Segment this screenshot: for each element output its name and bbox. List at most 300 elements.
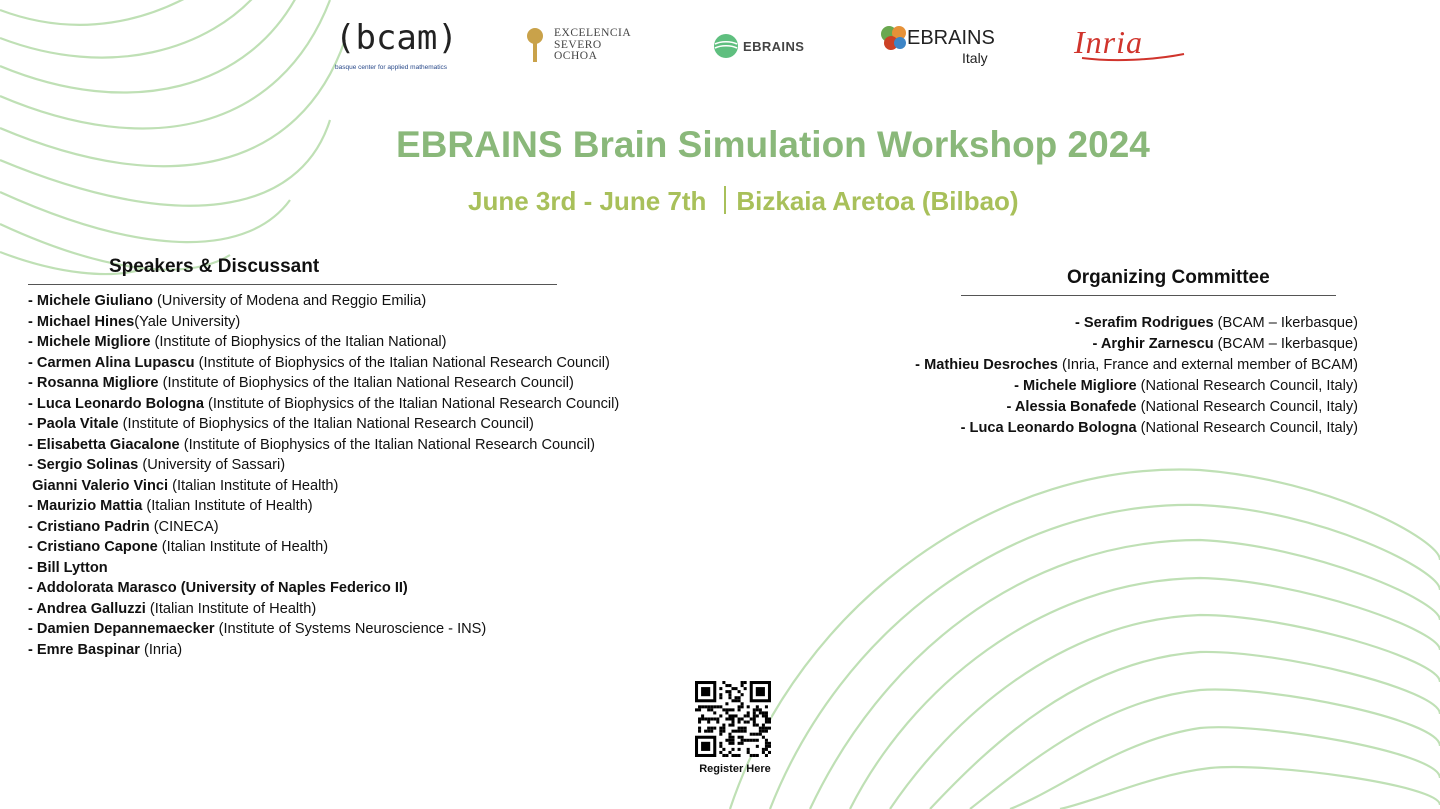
qr-module (768, 727, 771, 730)
qr-module (738, 727, 741, 730)
qr-module (753, 721, 756, 724)
item-prefix: - (28, 498, 37, 514)
qr-module (762, 727, 765, 730)
qr-module (728, 714, 731, 717)
person-name: Andrea Galluzzi (36, 600, 146, 617)
qr-module (722, 681, 725, 684)
qr-module (768, 751, 771, 754)
committee-item (758, 355, 1358, 376)
qr-module (731, 717, 734, 720)
qr-module (719, 693, 722, 696)
person-name: Arghir Zarnescu (1100, 336, 1214, 352)
qr-module (741, 705, 744, 708)
qr-module (722, 748, 725, 751)
qr-module (701, 714, 704, 717)
subtitle-divider (724, 186, 726, 214)
qr-module (741, 684, 744, 687)
qr-module (722, 754, 725, 757)
person-affiliation: (Institute of Systems Neuroscience - INS) (214, 621, 487, 637)
qr-module (762, 748, 765, 751)
qr-module (719, 687, 722, 690)
qr-module (738, 748, 741, 751)
qr-module (759, 727, 762, 730)
item-prefix: - (1074, 315, 1084, 331)
person-name: Michele Migliore (1023, 378, 1137, 394)
speaker-item (28, 517, 628, 538)
qr-module (765, 739, 768, 742)
qr-module (744, 681, 747, 684)
qr-module (695, 708, 698, 711)
qr-module (747, 739, 750, 742)
ebrains-logo (713, 33, 805, 59)
qr-module (753, 717, 756, 720)
qr-module (731, 748, 734, 751)
qr-module (738, 696, 741, 699)
qr-module (698, 727, 701, 730)
speaker-item (28, 640, 628, 661)
qr-module (728, 693, 731, 696)
speaker-item (28, 373, 628, 394)
qr-module (719, 745, 722, 748)
qr-module (765, 721, 768, 724)
person-affiliation: (Italian Institute of Health) (145, 600, 317, 617)
qr-module (731, 742, 734, 745)
qr-module (725, 711, 728, 714)
qr-module (750, 717, 753, 720)
speaker-item (28, 435, 628, 456)
qr-module (756, 705, 759, 708)
qr-module (747, 751, 750, 754)
person-name: Serafim Rodrigues (1083, 315, 1214, 331)
person-name: Damien Depannemaecker (36, 621, 215, 637)
register-qr-code[interactable] (695, 681, 771, 757)
person-affiliation: (University of Modena and Reggio Emilia) (152, 293, 427, 309)
person-name: Gianni Valerio Vinci (32, 477, 169, 494)
qr-module (753, 708, 756, 711)
qr-module (710, 730, 713, 733)
qr-module (756, 733, 759, 736)
person-affiliation: (Institute of Biophysics of the Italian National) (150, 334, 447, 350)
qr-module (719, 751, 722, 754)
qr-module (731, 699, 734, 702)
qr-module (750, 754, 753, 757)
qr-module (701, 717, 704, 720)
qr-module (753, 739, 756, 742)
item-prefix: - (28, 436, 37, 453)
person-affiliation: (Italian Institute of Health) (168, 477, 339, 494)
qr-module (753, 724, 756, 727)
speaker-item (28, 558, 628, 579)
qr-module (756, 708, 759, 711)
qr-module (722, 708, 725, 711)
qr-module (722, 730, 725, 733)
qr-module (744, 721, 747, 724)
committee-list (758, 313, 1358, 439)
qr-module (738, 754, 741, 757)
qr-module (738, 721, 741, 724)
qr-module (719, 714, 722, 717)
item-prefix: - (28, 293, 37, 309)
person-affiliation: (Institute of Biophysics of the Italian National Research Council) (203, 395, 620, 412)
qr-module (744, 739, 747, 742)
brain-icon (880, 25, 908, 51)
severo-ochoa-logo (524, 24, 644, 68)
qr-module (713, 727, 716, 730)
person-affiliation: (Italian Institute of Health) (157, 539, 329, 555)
person-affiliation: (CINECA) (149, 518, 219, 535)
qr-module (765, 705, 768, 708)
qr-module (725, 708, 728, 711)
qr-module (719, 705, 722, 708)
qr-module (738, 736, 741, 739)
page-title: EBRAINS Brain Simulation Workshop 2024 (396, 124, 1150, 165)
person-name: Elisabetta Giacalone (36, 436, 180, 453)
qr-module (741, 702, 744, 705)
person-affiliation: (Institute of Biophysics of the Italian National Research Council) (179, 436, 596, 453)
qr-module (728, 684, 731, 687)
qr-module (753, 714, 756, 717)
item-prefix: - (28, 375, 37, 391)
person-affiliation: (BCAM – Ikerbasque) (1213, 315, 1358, 331)
qr-module (728, 733, 731, 736)
qr-module (744, 730, 747, 733)
person-name: Carmen Alina Lupascu (36, 354, 195, 371)
qr-module (731, 754, 734, 757)
severo-line-3: OCHOA (554, 50, 598, 62)
person-name: Luca Leonardo Bologna (969, 420, 1137, 436)
speaker-item (28, 476, 628, 497)
person-name: Michele Giuliano (36, 293, 153, 309)
qr-module (738, 705, 741, 708)
committee-divider (961, 295, 1336, 296)
speaker-item (28, 537, 628, 558)
qr-module (768, 717, 771, 720)
speaker-item (28, 578, 628, 599)
item-prefix: - (960, 420, 970, 436)
bcam-logo-subtitle: basque center for applied mathematics (335, 64, 448, 71)
qr-module (713, 717, 716, 720)
qr-module (698, 730, 701, 733)
register-label[interactable]: Register Here (699, 763, 771, 775)
committee-item (758, 418, 1358, 439)
person-name: Rosanna Migliore (36, 375, 159, 391)
inria-swoosh-icon (1074, 50, 1186, 64)
speakers-list (28, 291, 628, 660)
speaker-item (28, 353, 628, 374)
person-name: Mathieu Desroches (924, 357, 1058, 373)
speaker-item (28, 394, 628, 415)
qr-module (756, 739, 759, 742)
qr-module (741, 742, 744, 745)
qr-module (735, 754, 738, 757)
qr-module (765, 742, 768, 745)
qr-module (747, 721, 750, 724)
event-dates: June 3rd - June 7th (468, 186, 707, 216)
qr-module (731, 724, 734, 727)
qr-module (710, 727, 713, 730)
item-prefix: - (1006, 399, 1015, 415)
qr-module (753, 711, 756, 714)
person-affiliation: (Yale University) (134, 313, 241, 330)
person-affiliation: (University of Sassari) (138, 457, 286, 473)
inria-logo-text: Inria (1074, 24, 1143, 60)
qr-module (768, 721, 771, 724)
qr-module (701, 687, 710, 696)
qr-module (762, 751, 765, 754)
qr-module (747, 748, 750, 751)
qr-module (725, 702, 728, 705)
qr-module (756, 745, 759, 748)
item-prefix: - (1014, 378, 1024, 394)
committee-item (758, 334, 1358, 355)
qr-module (731, 730, 734, 733)
qr-module (698, 717, 701, 720)
qr-module (707, 717, 710, 720)
item-prefix: - (28, 395, 37, 412)
qr-module (750, 733, 753, 736)
qr-module (762, 711, 765, 714)
qr-module (725, 754, 728, 757)
qr-module (753, 754, 756, 757)
qr-module (756, 687, 765, 696)
qr-module (765, 717, 768, 720)
item-prefix: - (28, 354, 37, 371)
qr-module (768, 742, 771, 745)
item-prefix: - (1092, 336, 1101, 352)
qr-module (765, 745, 768, 748)
severo-line-1: EXCELENCIA (554, 27, 632, 39)
committee-item (758, 397, 1358, 418)
item-prefix: - (915, 357, 925, 373)
ebrains-italy-logo (880, 25, 1000, 69)
qr-module (710, 708, 713, 711)
qr-module (738, 708, 741, 711)
qr-module (707, 708, 710, 711)
speakers-divider (28, 284, 557, 285)
item-prefix: - (28, 334, 37, 350)
qr-module (741, 730, 744, 733)
qr-module (713, 705, 716, 708)
qr-module (765, 748, 768, 751)
qr-module (735, 699, 738, 702)
qr-module (722, 727, 725, 730)
person-name: Alessia Bonafede (1014, 399, 1137, 415)
qr-module (722, 724, 725, 727)
qr-module (756, 714, 759, 717)
person-name: Sergio Solinas (36, 457, 139, 473)
qr-module (738, 717, 741, 720)
qr-module (707, 705, 710, 708)
qr-module (756, 724, 759, 727)
item-prefix: - (28, 539, 37, 555)
speaker-item (28, 414, 628, 435)
event-venue: Bizkaia Aretoa (Bilbao) (736, 186, 1019, 216)
severo-ochoa-emblem-icon (524, 24, 546, 66)
qr-module (725, 684, 728, 687)
qr-module (738, 730, 741, 733)
person-name: Paola Vitale (36, 416, 119, 432)
qr-module (704, 730, 707, 733)
qr-module (728, 690, 731, 693)
qr-module (741, 681, 744, 684)
person-name: Michele Migliore (36, 334, 151, 350)
qr-module (765, 754, 768, 757)
qr-module (704, 717, 707, 720)
qr-module (728, 717, 731, 720)
committee-item (758, 313, 1358, 334)
person-affiliation: (BCAM – Ikerbasque) (1213, 336, 1358, 352)
qr-module (707, 730, 710, 733)
speaker-item (28, 599, 628, 620)
qr-module (741, 739, 744, 742)
person-name: Addolorata Marasco (University of Naples Federico II) (36, 580, 408, 596)
speakers-heading: Speakers & Discussant (109, 256, 320, 277)
committee-heading: Organizing Committee (1067, 267, 1270, 288)
person-affiliation: (Institute of Biophysics of the Italian National Research Council) (118, 416, 534, 432)
qr-module (725, 717, 728, 720)
qr-module (759, 708, 762, 711)
speaker-item (28, 291, 628, 312)
qr-module (747, 714, 750, 717)
qr-module (738, 742, 741, 745)
qr-module (744, 714, 747, 717)
ebrains-logo-text: EBRAINS (743, 39, 805, 54)
qr-module (753, 733, 756, 736)
qr-module (713, 711, 716, 714)
person-affiliation: (Inria, France and external member of BCAM) (1057, 357, 1358, 373)
person-affiliation: (National Research Council, Italy) (1136, 399, 1358, 415)
item-prefix: - (28, 518, 37, 535)
ebrains-italy-text: EBRAINS (907, 27, 995, 49)
qr-module (731, 739, 734, 742)
person-affiliation: (Inria) (139, 641, 183, 658)
title-container (396, 124, 1236, 166)
qr-module (719, 730, 722, 733)
inria-logo (1074, 22, 1186, 66)
qr-module (701, 742, 710, 751)
item-prefix: - (28, 621, 37, 637)
qr-module (698, 721, 701, 724)
qr-module (762, 714, 765, 717)
item-prefix: - (28, 580, 37, 596)
qr-module (716, 717, 719, 720)
person-name: Michael Hines (36, 313, 135, 330)
qr-module (756, 754, 759, 757)
speaker-item (28, 312, 628, 333)
qr-module (741, 717, 744, 720)
item-prefix: - (28, 313, 37, 330)
qr-module (759, 733, 762, 736)
qr-module (728, 736, 731, 739)
person-name: Emre Baspinar (36, 641, 140, 658)
qr-module (698, 705, 701, 708)
qr-module (768, 745, 771, 748)
qr-module (725, 690, 728, 693)
qr-module (698, 708, 701, 711)
qr-module (741, 736, 744, 739)
person-affiliation: (Institute of Biophysics of the Italian National Research Council) (194, 354, 610, 371)
qr-module (707, 721, 710, 724)
item-prefix: - (28, 600, 37, 617)
qr-module (765, 730, 768, 733)
qr-module (762, 730, 765, 733)
qr-module (762, 724, 765, 727)
severo-line-2: SEVERO (554, 38, 602, 51)
speaker-item (28, 619, 628, 640)
speaker-item (28, 332, 628, 353)
qr-module (738, 699, 741, 702)
qr-module (731, 708, 734, 711)
qr-module (735, 730, 738, 733)
qr-module (731, 687, 734, 690)
qr-module (719, 733, 722, 736)
qr-module (710, 717, 713, 720)
person-name: Cristiano Padrin (36, 518, 150, 535)
committee-item (758, 376, 1358, 397)
qr-module (762, 736, 765, 739)
person-affiliation: (National Research Council, Italy) (1136, 378, 1358, 394)
bcam-logo-main: (bcam) (335, 18, 458, 58)
qr-module (719, 696, 722, 699)
event-subtitle (468, 186, 1019, 217)
qr-module (738, 690, 741, 693)
ebrains-italy-sub: Italy (962, 50, 988, 66)
qr-module (728, 751, 731, 754)
qr-module (735, 687, 738, 690)
qr-module (716, 705, 719, 708)
qr-module (728, 696, 731, 699)
qr-module (765, 711, 768, 714)
qr-module (735, 714, 738, 717)
qr-module (741, 693, 744, 696)
qr-module (735, 696, 738, 699)
qr-module (701, 705, 704, 708)
item-prefix: - (28, 457, 37, 473)
qr-module (741, 727, 744, 730)
qr-module (719, 727, 722, 730)
item-prefix: - (28, 559, 37, 576)
qr-module (704, 705, 707, 708)
qr-module (728, 724, 731, 727)
person-affiliation: (Institute of Biophysics of the Italian National Research Council) (158, 375, 574, 391)
qr-module (728, 739, 731, 742)
qr-module (728, 708, 731, 711)
qr-module (759, 711, 762, 714)
item-prefix: - (28, 416, 37, 432)
qr-module (731, 721, 734, 724)
qr-module (707, 727, 710, 730)
qr-module (744, 727, 747, 730)
qr-module (710, 705, 713, 708)
qr-module (765, 727, 768, 730)
qr-module (747, 705, 750, 708)
ebrains-sphere-icon (713, 33, 739, 59)
qr-module (731, 714, 734, 717)
person-name: Bill Lytton (36, 559, 108, 576)
qr-module (725, 739, 728, 742)
qr-module (731, 736, 734, 739)
qr-module (747, 711, 750, 714)
qr-module (716, 721, 719, 724)
speaker-item (28, 496, 628, 517)
qr-module (759, 730, 762, 733)
item-prefix: - (28, 641, 37, 658)
qr-module (750, 739, 753, 742)
person-name: Luca Leonardo Bologna (36, 395, 204, 412)
person-affiliation: (Italian Institute of Health) (142, 498, 313, 514)
bcam-logo (335, 18, 458, 78)
speaker-item (28, 455, 628, 476)
